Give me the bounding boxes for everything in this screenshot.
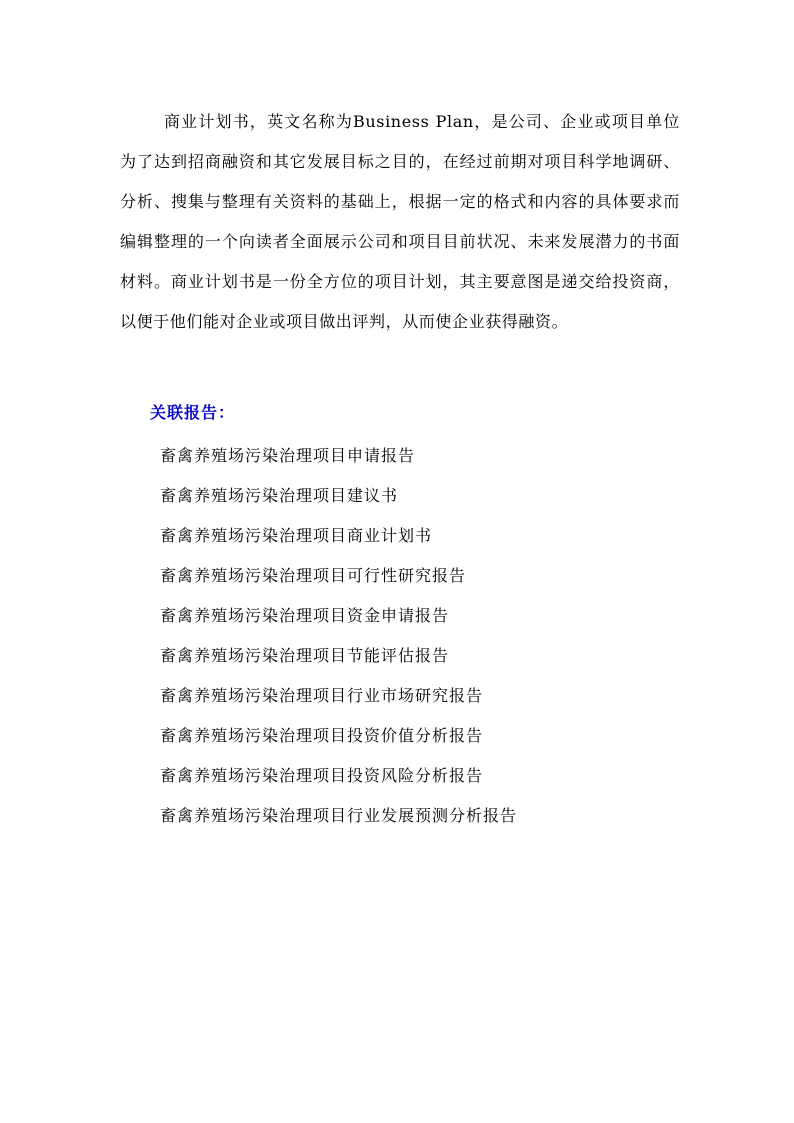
- related-report-item: 畜禽养殖场污染治理项目申请报告: [160, 446, 416, 465]
- related-report-item: 畜禽养殖场污染治理项目投资价值分析报告: [160, 726, 484, 745]
- related-report-item: 畜禽养殖场污染治理项目资金申请报告: [160, 606, 450, 625]
- intro-paragraph: 商业计划书，英文名称为Business Plan，是公司、企业或项目单位为了达到招商融资和其它发展目标之目的，在经过前期对项目科学地调研、分析、搜集与整理有关资料的基础上，根据一定的格式和内容的具体要求而编辑整理的一个向读者全面展示公司和项目目前状况、未来发展潜力的书面材料。商业计划书是一份全方位的项目计划，其主要意图是递交给投资商，以便于他们能对企业或项目做出评判，从而使企业获得融资。: [120, 112, 680, 331]
- related-report-item: 畜禽养殖场污染治理项目投资风险分析报告: [160, 766, 484, 785]
- related-reports-heading: 关联报告：: [150, 403, 236, 422]
- related-reports-list: [160, 436, 517, 836]
- related-report-item: 畜禽养殖场污染治理项目节能评估报告: [160, 646, 450, 665]
- related-report-item: 畜禽养殖场污染治理项目建议书: [160, 486, 399, 505]
- related-report-item: 畜禽养殖场污染治理项目商业计划书: [160, 526, 433, 545]
- related-report-item: 畜禽养殖场污染治理项目可行性研究报告: [160, 566, 467, 585]
- related-report-item: 畜禽养殖场污染治理项目行业市场研究报告: [160, 686, 484, 705]
- related-report-item: 畜禽养殖场污染治理项目行业发展预测分析报告: [160, 806, 518, 825]
